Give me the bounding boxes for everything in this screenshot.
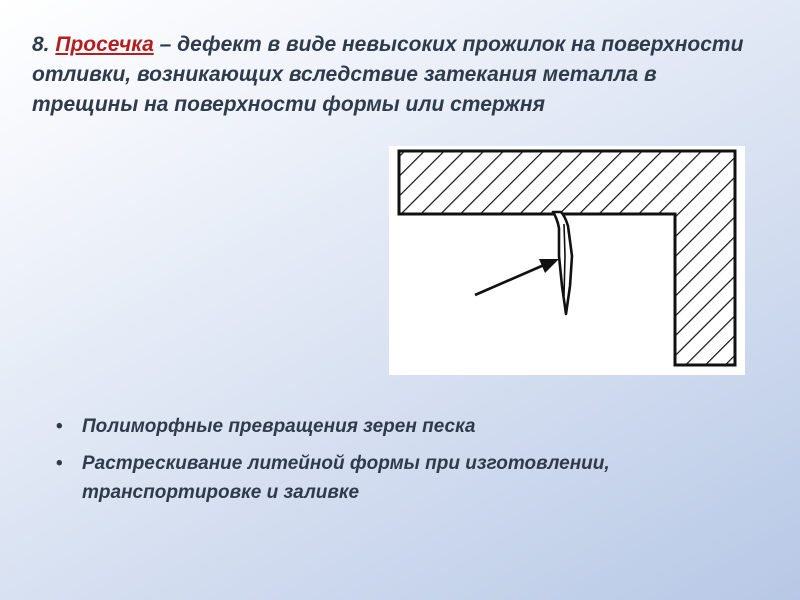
heading-term: Просечка — [55, 33, 154, 56]
list-item — [56, 449, 756, 507]
slide-heading — [32, 30, 762, 120]
bullet-marker: • — [56, 453, 63, 474]
cause-list — [56, 412, 756, 515]
list-item-text: Полиморфные превращения зерен песка — [82, 416, 476, 437]
defect-diagram — [389, 146, 745, 375]
heading-definition: – дефект в виде невысоких прожилок на поверхности отливки, возникающих вследствие затекания металла в трещины на поверхности формы или стержня — [32, 33, 744, 116]
casting-mold-crack-diagram-icon — [389, 146, 745, 375]
arrow-icon — [475, 259, 559, 295]
heading-number: 8. — [32, 33, 56, 56]
casting-vein — [553, 212, 572, 314]
list-item-text: Растрескивание литейной формы при изготовлении, транспортировке и заливке — [82, 453, 610, 503]
bullet-marker: • — [56, 416, 63, 437]
list-item — [56, 412, 756, 441]
